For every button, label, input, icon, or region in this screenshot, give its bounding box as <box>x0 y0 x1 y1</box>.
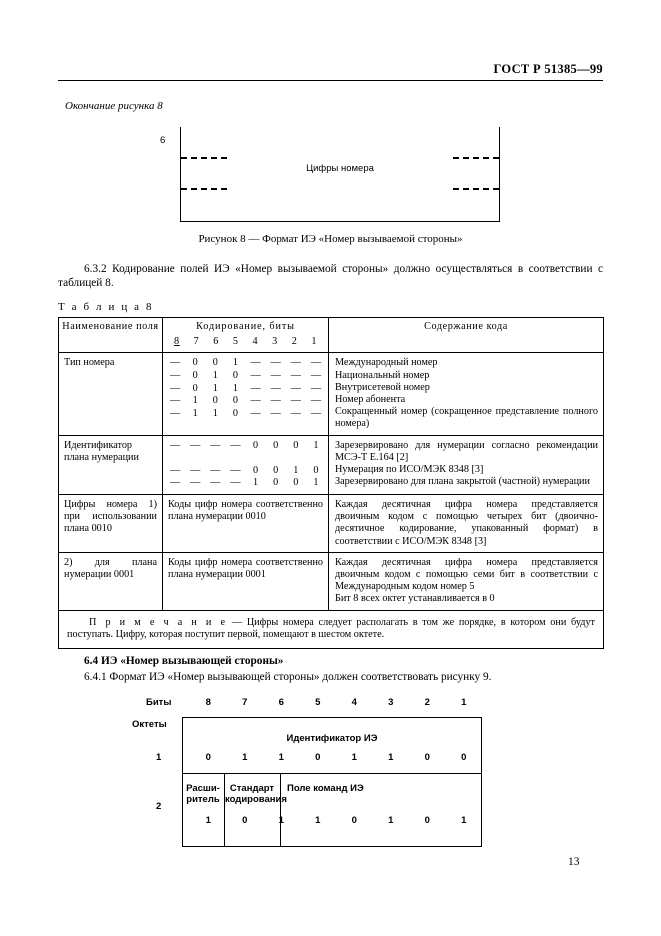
bit-cell: — <box>169 464 181 476</box>
content-line: Бит 8 всех октет устанавливается в 0 <box>335 593 495 605</box>
bit-cell: — <box>290 395 301 407</box>
figure8-caption: Рисунок 8 — Формат ИЭ «Номер вызываемой стороны» <box>198 233 463 245</box>
content-line: Зарезервировано для нумерации согласно рекомендации МСЭ-Т E.164 [2] <box>335 439 598 463</box>
bit-header-3: 3 <box>272 336 278 348</box>
bit-value: 1 <box>388 752 394 763</box>
bit-value: 0 <box>351 815 357 826</box>
content-line: Номер абонента <box>335 394 406 406</box>
figure8-dash-left-bottom <box>181 188 227 190</box>
bit-cell: — <box>169 382 181 394</box>
content-line: Международный номер <box>335 357 438 369</box>
bit-row <box>165 465 326 478</box>
table-row <box>59 552 604 610</box>
bit-value: 0 <box>424 815 430 826</box>
content-line: Зарезервировано для плана закрытой (частной) нумерации <box>335 476 590 488</box>
bit-header-8: 8 <box>173 336 180 348</box>
figure8-dash-left-top <box>181 157 227 159</box>
figure9-octets-label: Октеты <box>132 719 167 730</box>
row3-code-text: Коды цифр номера соответственно плана нумерации 0010 <box>163 495 329 553</box>
bit-row <box>165 408 326 421</box>
bit-cell: — <box>310 370 322 381</box>
bit-cell: 0 <box>192 382 198 394</box>
table8-note <box>59 610 604 648</box>
figure9-extender-label: Расши- ритель <box>186 783 220 805</box>
bit-cell: — <box>169 395 181 407</box>
bit-cell: 0 <box>192 370 198 381</box>
bit-cell: — <box>270 395 281 407</box>
bit-row <box>165 440 326 453</box>
bit-value: 1 <box>351 752 357 763</box>
bit-cell: 0 <box>253 464 259 476</box>
standard-number: ГОСТ Р 51385—99 <box>493 62 603 76</box>
bit-cell: 1 <box>313 477 319 489</box>
content-line: Сокращенный номер (сокращенное представление полного номера) <box>335 406 598 430</box>
row4-content <box>329 552 604 610</box>
bit-cell: 1 <box>232 382 238 394</box>
bit-value: 0 <box>242 815 248 826</box>
bit-cell: — <box>290 407 301 419</box>
bit-cell: — <box>169 407 181 419</box>
bit-cell: — <box>190 477 201 489</box>
bit-number: 8 <box>205 697 211 708</box>
table8-label: Т а б л и ц а 8 <box>58 301 154 313</box>
note-text: — Цифры номера следует располагать в том же порядке, в котором они будут поступать. Цифру, которая поступит первой, помещают в шестом октете. <box>67 616 595 641</box>
row2-content <box>329 435 604 494</box>
figure9-octet-divider <box>182 773 482 774</box>
bit-value: 0 <box>315 752 321 763</box>
bit-number: 1 <box>461 697 467 708</box>
bit-cell: 0 <box>232 407 238 419</box>
figure9-bit-numbers <box>190 697 482 708</box>
bit-cell: 0 <box>313 464 319 476</box>
paragraph-6-4-1: 6.4.1 Формат ИЭ «Номер вызывающей стороны» должен соответствовать рисунку 9. <box>84 671 492 683</box>
bit-cell: 1 <box>253 477 259 489</box>
page-header <box>58 62 603 81</box>
bit-cell: — <box>270 407 281 419</box>
bit-number: 2 <box>424 697 430 708</box>
bit-header-2: 2 <box>291 336 298 348</box>
bit-cell: — <box>169 357 181 369</box>
bit-row <box>165 477 326 490</box>
bit-cell: — <box>290 357 301 369</box>
paragraph-6-3-2: 6.3.2 Кодирование полей ИЭ «Номер вызываемой стороны» должно осуществляться в соответствии с таблицей 8. <box>58 263 603 290</box>
row2-codes <box>163 435 329 494</box>
bit-number: 5 <box>315 697 321 708</box>
row4-code-text: Коды цифр номера соответственно плана нумерации 0001 <box>163 552 329 610</box>
figure9-octet2-number: 2 <box>156 801 162 812</box>
content-line: Каждая десятичная цифра номера представляется двоичным кодом с помощью семи бит в соответствии с Международным кодом номер 5 <box>335 556 598 593</box>
bit-header-4: 4 <box>252 336 259 348</box>
table8-col-content <box>329 318 604 353</box>
table-note-row <box>59 610 604 648</box>
figure8-dash-right-bottom <box>453 188 499 190</box>
bit-value: 1 <box>205 815 211 826</box>
bit-cell: 0 <box>232 395 238 407</box>
bit-number: 4 <box>351 697 357 708</box>
bit-row <box>165 357 326 370</box>
bit-cell: 1 <box>232 357 238 369</box>
figure9-command-field-label: Поле команд ИЭ <box>287 783 364 794</box>
bit-cell: — <box>210 439 221 451</box>
bit-cell: — <box>290 370 301 381</box>
figure8-continuation-label: Окончание рисунка 8 <box>65 100 163 112</box>
bit-cell: — <box>169 370 181 381</box>
figure8-diagram <box>160 127 520 227</box>
bit-value: 1 <box>242 752 248 763</box>
header-divider <box>58 80 603 81</box>
table8 <box>58 317 604 649</box>
bit-cell: — <box>290 382 301 394</box>
bit-cell: — <box>230 464 241 476</box>
bit-cell: — <box>270 370 281 381</box>
bit-cell: — <box>210 464 221 476</box>
figure9-octet1-title: Идентификатор ИЭ <box>286 733 378 744</box>
bit-cell: 0 <box>293 477 299 489</box>
figure8-box <box>180 127 500 222</box>
bit-cell: 1 <box>293 464 299 476</box>
bit-header-5: 5 <box>232 336 239 348</box>
table-row <box>59 435 604 494</box>
bit-cell: — <box>230 439 241 451</box>
figure8-dash-right-top <box>453 157 499 159</box>
bit-value: 1 <box>461 815 467 826</box>
bit-cell: — <box>250 395 261 407</box>
figure9-octet1-number: 1 <box>156 752 162 763</box>
bit-cell: — <box>250 407 261 419</box>
bit-cell: 0 <box>273 477 279 489</box>
heading-6-4: 6.4 ИЭ «Номер вызывающей стороны» <box>84 655 284 667</box>
bit-value: 1 <box>278 752 284 763</box>
row4-field-name: 2) для плана нумерации 0001 <box>59 552 163 610</box>
table8-col-name <box>59 318 163 353</box>
row3-content <box>329 495 604 553</box>
row2-field-name: Идентификатор плана нумерации <box>59 435 163 494</box>
bit-value: 1 <box>315 815 321 826</box>
bit-cell: — <box>270 382 281 394</box>
bit-cell: — <box>190 464 201 476</box>
figure9-diagram <box>132 697 532 852</box>
table8-bit-headers <box>165 336 326 348</box>
table8-col-coding <box>163 318 329 353</box>
bit-cell: 0 <box>253 439 259 451</box>
bit-value: 0 <box>424 752 430 763</box>
figure8-octet-number: 6 <box>160 135 166 146</box>
figure9-vertical-divider-2 <box>280 774 281 847</box>
bit-value: 0 <box>205 752 211 763</box>
bit-cell: — <box>250 370 261 381</box>
note-keyword: П р и м е ч а н и е <box>89 616 228 628</box>
bit-cell: 0 <box>232 370 238 381</box>
content-line: Нумерация по ИСО/МЭК 8348 [3] <box>335 464 484 476</box>
table8-col-content-label: Содержание кода <box>424 321 508 332</box>
figure9-octet1-bits <box>190 752 482 763</box>
bit-cell: 1 <box>212 370 218 381</box>
bit-cell: 0 <box>212 395 218 407</box>
bit-cell: 0 <box>273 464 279 476</box>
bit-cell: — <box>310 407 322 419</box>
bit-cell: 1 <box>313 439 319 451</box>
bit-cell: 1 <box>212 382 218 394</box>
table8-col-name-label: Наименование поля <box>62 321 159 332</box>
content-line: Каждая десятичная цифра номера представляется двоичным кодом с помощью четырех бит (двоично-десятичное кодирование, упакованный формат) в соответствии с ИСО/МЭК 8348 [3] <box>335 499 598 547</box>
bit-cell: 1 <box>212 407 218 419</box>
bit-cell: — <box>190 439 201 451</box>
bit-cell: — <box>230 477 241 489</box>
bit-number: 7 <box>242 697 248 708</box>
figure9-octet2-bits <box>190 815 482 826</box>
bit-cell: 0 <box>212 357 218 369</box>
figure9-bits-label: Биты <box>146 697 172 708</box>
row1-content <box>329 353 604 435</box>
bit-row <box>165 370 326 383</box>
bit-cell: — <box>310 357 322 369</box>
bit-row <box>165 383 326 396</box>
table-row <box>59 495 604 553</box>
bit-cell: — <box>310 395 322 407</box>
row3-field-name: Цифры номера 1) при использовании плана 0010 <box>59 495 163 553</box>
bit-header-6: 6 <box>213 336 219 348</box>
row1-field-name: Тип номера <box>59 353 163 435</box>
bit-cell: — <box>169 439 181 451</box>
page-number: 13 <box>568 856 580 868</box>
bit-cell: — <box>250 357 261 369</box>
table-row <box>59 353 604 435</box>
bit-value: 1 <box>278 815 284 826</box>
bit-cell: 0 <box>192 357 198 369</box>
content-line: Национальный номер <box>335 369 430 381</box>
bit-cell: 1 <box>192 407 198 419</box>
bit-cell: — <box>310 382 322 394</box>
bit-cell: — <box>250 382 261 394</box>
bit-cell: — <box>169 477 181 489</box>
bit-header-7: 7 <box>193 336 200 348</box>
bit-header-1: 1 <box>311 336 318 348</box>
bit-row <box>165 395 326 408</box>
bit-cell: 0 <box>273 439 279 451</box>
bit-number: 3 <box>388 697 394 708</box>
figure8-body-text: Цифры номера <box>306 163 374 174</box>
bit-number: 6 <box>278 697 284 708</box>
bit-cell: 0 <box>293 439 299 451</box>
table8-header-row <box>59 318 604 353</box>
bit-cell: 1 <box>192 395 198 407</box>
row1-codes <box>163 353 329 435</box>
bit-cell: — <box>210 477 221 489</box>
bit-value: 0 <box>461 752 467 763</box>
bit-value: 1 <box>388 815 394 826</box>
table8-col-coding-label: Кодирование, биты <box>196 321 295 332</box>
figure9-coding-standard-label: Стандарт кодирования <box>225 783 287 805</box>
bit-cell: — <box>270 357 281 369</box>
content-line: Внутрисетевой номер <box>335 381 430 393</box>
